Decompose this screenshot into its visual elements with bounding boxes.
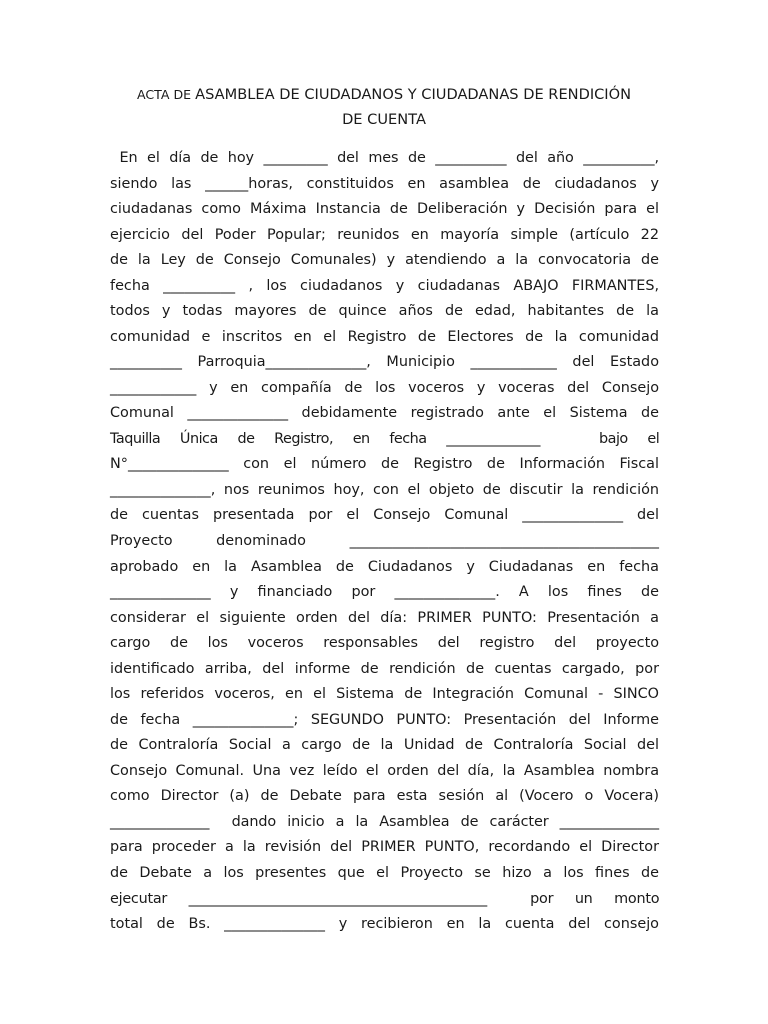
body-line: Proyecto denominado ___________________________________________ <box>110 533 659 549</box>
body-line: aprobado en la Asamblea de Ciudadanos y Ciudadanas en fecha <box>110 559 659 575</box>
body-line: siendo las ______horas, constituidos en asamblea de ciudadanos y <box>110 176 659 192</box>
body-line: identificado arriba, del informe de rendición de cuentas cargado, por <box>110 661 660 677</box>
body-line: los referidos voceros, en el Sistema de Integración Comunal - SINCO <box>110 686 660 702</box>
body-line: de cuentas presentada por el Consejo Comunal ______________ del <box>110 507 660 523</box>
document-title-line-2: DE CUENTA <box>342 111 426 128</box>
title-main: ASAMBLEA DE CIUDADANOS Y CIUDADANAS DE RENDICIÓN <box>195 86 632 103</box>
body-line: fecha __________ , los ciudadanos y ciudadanas ABAJO FIRMANTES, <box>110 278 660 294</box>
body-line: N°______________ con el número de Registro de Información Fiscal <box>110 456 659 472</box>
body-line: considerar el siguiente orden del día: PRIMER PUNTO: Presentación a <box>110 610 659 626</box>
body-line: de Contraloría Social a cargo de la Unidad de Contraloría Social del <box>110 737 659 753</box>
body-line: __________ Parroquia______________, Municipio ____________ del Estado <box>110 354 659 370</box>
body-line: En el día de hoy _________ del mes de __________ del año __________, <box>110 150 659 166</box>
title-prefix: ACTA DE <box>136 87 196 102</box>
body-line: de Debate a los presentes que el Proyecto se hizo a los fines de <box>110 865 659 881</box>
body-line: como Director (a) de Debate para esta sesión al (Vocero o Vocera) <box>110 788 659 804</box>
body-line: comunidad e inscritos en el Registro de Electores de la comunidad <box>110 329 659 345</box>
body-line: ejecutar ___________________________________________ por un monto <box>110 891 660 907</box>
body-line: cargo de los voceros responsables del registro del proyecto <box>110 635 660 651</box>
body-line: de fecha ______________; SEGUNDO PUNTO: Presentación del Informe <box>110 712 659 728</box>
document-title-line-1 <box>100 82 668 108</box>
body-line: Taquilla Única de Registro, en fecha ______________ bajo el <box>110 431 660 447</box>
body-line: de la Ley de Consejo Comunales) y atendiendo a la convocatoria de <box>110 252 660 268</box>
body-line: ciudadanas como Máxima Instancia de Deliberación y Decisión para el <box>110 201 659 217</box>
body-line: ____________ y en compañía de los voceros y voceras del Consejo <box>110 380 660 396</box>
body-line: ______________, nos reunimos hoy, con el objeto de discutir la rendición <box>110 482 659 498</box>
body-line: Consejo Comunal. Una vez leído el orden del día, la Asamblea nombra <box>110 763 660 779</box>
body-line: ______________ y financiado por ______________. A los fines de <box>110 584 659 600</box>
body-line: ______________ dando inicio a la Asamblea de carácter ______________ <box>110 814 659 830</box>
body-line: Comunal ______________ debidamente registrado ante el Sistema de <box>110 405 659 421</box>
body-line: para proceder a la revisión del PRIMER PUNTO, recordando el Director <box>110 839 659 855</box>
body-line: todos y todas mayores de quince años de edad, habitantes de la <box>110 303 659 319</box>
body-line: ejercicio del Poder Popular; reunidos en mayoría simple (artículo 22 <box>110 227 659 243</box>
body-line: total de Bs. ______________ y recibieron en la cuenta del consejo <box>110 916 659 932</box>
